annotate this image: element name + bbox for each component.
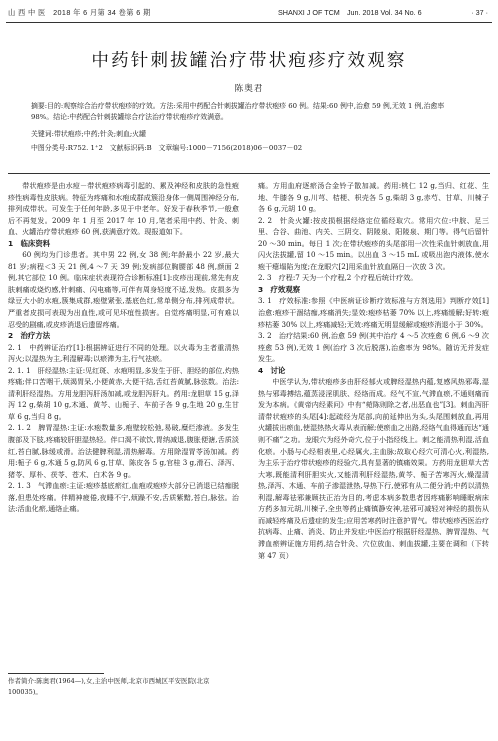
paragraph: 2. 3 疗程:7 天为一个疗程,2 个疗程后统计疗效。 (258, 273, 418, 283)
section-heading: 4 讨论 (258, 365, 286, 375)
page-number: · 37 · (471, 8, 488, 17)
journal-name-cn: 山 西 中 医 2018 年 6 月第 34 卷第 6 期 (8, 8, 151, 17)
paragraph: 2. 1 中药辨证治疗[1]:根据辨证进行不同的处理。以火毒为主者重清热泻火;以湿热为主,利湿解毒;以瘀滞为主,行气祛瘀。 (8, 342, 239, 364)
body-column-right (258, 180, 489, 735)
author-footnote: 作者简介:陈奥君(1964—),女,主治中医师,北京市西城区平安医院(北京 100035)。 (8, 677, 217, 696)
author-name: 陈奥君 (234, 84, 264, 94)
paragraph: 痛。方用血府逐瘀汤合金铃子散加减。药用:桃仁 12 g,当归、红花、生地、牛膝各 9 g,川芎、桔梗、枳壳各 5 g,柴胡 3 g,赤芍、甘草、川楝子各 6 g,元胡 10 g。 (258, 181, 489, 214)
paragraph: 中医学认为,带状疱疹多由肝经郁火或脾经湿热内蕴,复感风热邪毒,湿热与邪毒搏结,蕴蒸浸淫肌肤、经络而成。经气不宣,气滞血瘀,不通则痛而发为本病。《黄帝内经素问》中有“菀陈则除之者,出恶血也”[3]。刺血泻肝清带状疱疹的头尾[4]:起疏经为尾部,向前延伸出为头,头尾围刺放血,再用火罐拔出瘀血,使湿热热火毒从表而解;使瘀血之出路,经络气血得通而达“通则不痛”之功。龙眼穴为经外奇穴,位于小指经线上。刺之能清热利湿,活血化瘀。小肠与心经相表里,心经属火,主血脉;故取心经穴可清心火,利湿热,为主乐于治疗带状疱疹的经验穴,具有显著的镇痛效果。方药用龙胆草大苦大寒,既能清利肝胆实火,又能清利肝经湿热,黄芩、栀子苦寒泻火,燥湿清热,泽泻、木通、车前子渗湿泄热,导热下行,使邪有从二便分消;中药以清热利湿,解毒祛邪兼顾扶正治为目的,考虑本病多数患者因疼痛影响睡眠病床方药多加元胡,川楝子,全虫等药止痛镇静安神,祛邪可减轻对神经的损伤从而减轻疼痛及后遗症的发生;应用苦寒药时注意护胃气。带状疱疹西医治疗抗病毒、止痛、消炎、防止并发症;中医治疗根据肝经湿热、脾胃湿热、气滞血瘀辨证施方用药,结合针灸、穴位放血、刺血拔罐,主要在调和（下转第 47 页） (258, 377, 489, 560)
article-title: 中药针刺拔罐治疗带状疱疹疗效观察 (91, 51, 407, 71)
section-heading: 1 临床资料 (8, 238, 51, 248)
paragraph: 2. 1. 2 脾胃湿热:主证:水疱数量多,疱壁较松弛,易破,糜烂渗液。多发生腹部及下肢,疼痛较肝胆湿热轻。伴口渴不欲饮,胃纳减退,腹胀便溏,舌质淡红,苔白腻,脉缓或滑。治法健脾利湿,清热解毒。方用除湿胃苓汤加减。药用:栀子 6 g,木通 5 g,防风 6 g,甘草、陈皮各 5 g,官桂 3 g,滑石、泽泻、猪苓、厚朴、茯苓、苍术、白术各 9 g。 (8, 423, 239, 479)
body-column-left (8, 180, 239, 650)
paragraph: 带状疱疹是由水痘－带状疱疹病毒引起的、累及神经和皮肤的急性疱疹性病毒性皮肤病。特征为疼痛和水疱成群成簇沿身体一侧周围神经分布,排列成带状。可发生于任何年龄,多见于中老年。好发于春秋季节,一般愈后不再复发。2009 年 1 月至 2017 年 10 月,笔者采用中药、针灸、刺血、火罐治疗带状疱疹 60 例,获满意疗效。现报道如下。 (8, 181, 239, 237)
footnote-rule (8, 673, 104, 674)
keywords: 关键词:带状疱疹;中药;针灸;刺血;火罐 (31, 130, 146, 138)
paragraph: 2. 2 针灸火罐:按皮损根据经络定位循经取穴。常用穴位:中脘、足三里、合谷、曲池、内关、三阴交、阴陵泉、阳陵泉、期门等。得气后留针 20 ～30 min。每日 1 次;在带状疱疹的头尾部用一次性采血针刺放血,用闪火法拔罐,留 10 ～15 min。以出血 3 ～15 mL 或吸出泡内液体,使水疱干瘪塌陷为度;在龙眼穴[2]用采血针放血隔日一次放 3 次。 (258, 215, 489, 271)
paragraph: 60 例均为门诊患者。其中男 22 例,女 38 例;年龄最小 22 岁,最大 81 岁;病程＜3 天 21 例,4 ～7 天 39 例;发病部位胸腰部 48 例,颜面 2 例,其它部位 10 例。临床症状表现符合诊断标准[1]:皮疹出现前,常先有皮肤刺痛或烧灼感,针刺痛、闪电痛等,可伴有周身轻度不适,发热。皮损多为绿豆大小的水疱,簇集成群,疱壁紧张,基底色红,常单侧分布,排列成带状。严重者皮损可表现为出血性,或可见坏疽性损害。自觉疼痛明显,可有难以忍受的剧痛,或皮疹消退后遗留疼痛。 (8, 250, 239, 329)
section-heading: 3 疗效观察 (258, 284, 301, 294)
section-heading: 2 治疗方法 (8, 331, 51, 341)
header-rule (6, 22, 492, 23)
paragraph: 3. 2 治疗结果:60 例,治愈 59 例(其中治疗 4 ～5 次痊愈 6 例,6 ～9 次痊愈 53 例),无效 1 例(治疗 3 次后脱落),治愈率为 98%。随访无并发症发生。 (258, 331, 489, 364)
abstract-rule (8, 173, 490, 174)
classification-line: 中图分类号:R752. 1⁺2 文献标识码:B 文章编号:1000－7156(2018)06－0037－02 (31, 144, 303, 152)
abstract: 摘要:目的:观察综合治疗带状疱疹的疗效。方法:采用中药配合针刺拔罐治疗带状疱疹 60 例。结果:60 例中,治愈 59 例,无效 1 例,治愈率 98%。结论:中药配合针刺拔罐综合疗法治疗带状疱疹疗效满意。 (31, 102, 445, 122)
paragraph: 2. 1. 1 肝经湿热:主证:见红斑、水疱明显,多发生于肝、胆经的部位,灼热疼痛;伴口苦咽干,烦渴胃呆,小便黄赤,大便干结,舌红苔黄腻,脉弦数。治法:清利肝经湿热。方用龙胆泻肝汤加减,或龙胆泻肝丸。药用:龙胆草 15 g,泽泻 12 g,柴胡 10 g,木通、黄芩、山栀子、车前子各 9 g,生地 20 g,生甘草 6 g,当归 8 g。 (8, 365, 239, 421)
paragraph: 2. 1. 3 气滞血瘀:主证:疱疹基底瘀红,血疱或疱疹大部分已消退已结痂脱落,但患处疼痛。伴精神疲倦,夜睡不宁,烦躁不安,舌质紫黯,苔白,脉弦。治法:活血化瘀,通络止痛。 (8, 481, 239, 514)
running-header (0, 0, 498, 24)
journal-name-en: SHANXI J OF TCM Jun. 2018 Vol. 34 No. 6 (278, 8, 422, 17)
paragraph: 3. 1 疗效标准:参照《中医病证诊断疗效标准与方剂选用》判断疗效[1]治愈:疱疹干涸结痂,疼痛消失;显效:疱疹枯萎 70% 以上,疼痛缓解;好转:疱疹枯萎 30% 以上,疼痛减轻;无效:疼痛无明显缓解或疱疹消退小于 30%。 (258, 296, 489, 329)
